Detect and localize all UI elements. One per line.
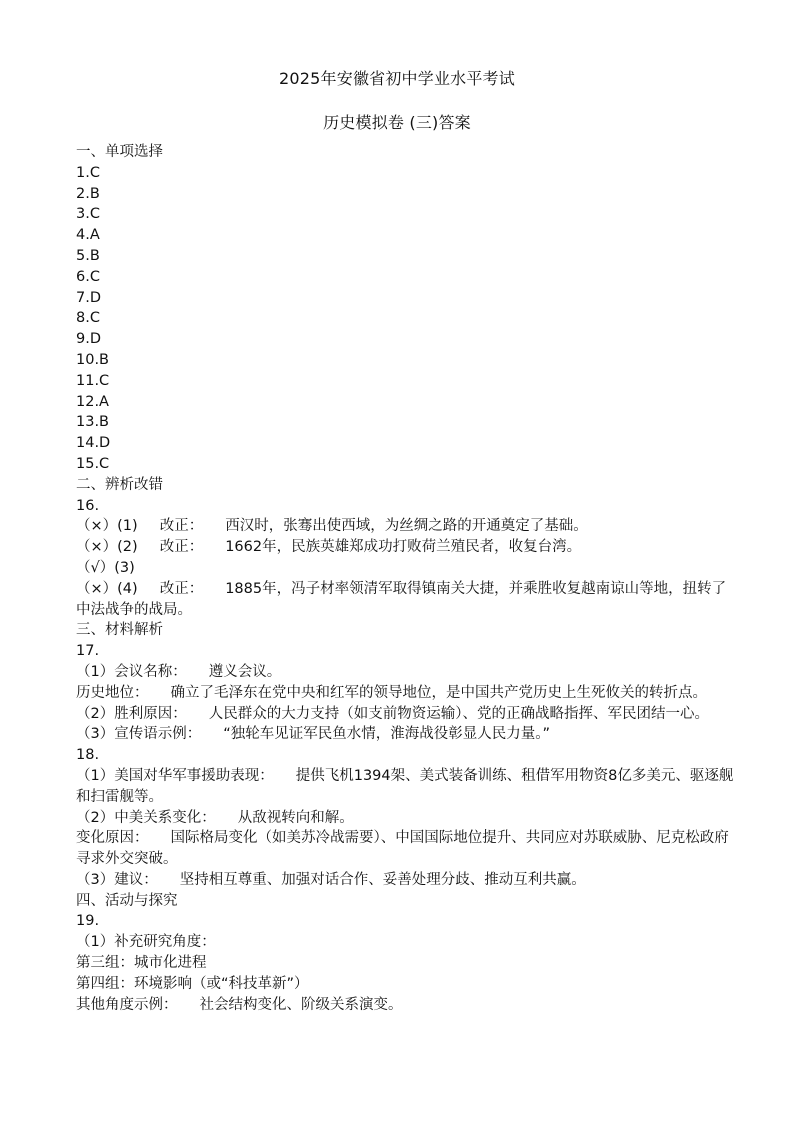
answer-paragraph: 第四组：环境影响（或“科技革新”） xyxy=(76,975,309,992)
answer-label: 变化原因： xyxy=(76,830,149,847)
correction-item xyxy=(76,537,736,558)
answer-item: 10.B xyxy=(76,351,110,368)
question-number: 18. xyxy=(76,747,100,764)
answer-label: 其他角度示例： xyxy=(76,996,178,1013)
answer-item: 9.D xyxy=(76,331,101,348)
correction-item xyxy=(76,516,736,537)
answer-text: 国际格局变化（如美苏冷战需要）、中国国际地位提升、共同应对苏联威胁、尼克松政府寻求外交突破。 xyxy=(76,830,729,868)
answer-item: 11.C xyxy=(76,372,110,389)
correction-text: 1885年，冯子材率领清军取得镇南关大捷，并乘胜收复越南谅山等地，扭转了中法战争的战局。 xyxy=(76,580,727,618)
answer-label: （1）会议名称： xyxy=(76,663,187,680)
answer-list xyxy=(76,163,736,475)
correction-label: 改正： xyxy=(159,580,204,597)
answer-body xyxy=(76,142,736,1015)
answer-text: “独轮车见证军民鱼水情，淮海战役彰显人民力量。” xyxy=(223,726,551,743)
judgement-mark: （×）(1) xyxy=(76,518,138,535)
exam-title: 2025年安徽省初中学业水平考试 xyxy=(279,69,515,88)
answer-label: （1）美国对华军事援助表现： xyxy=(76,767,274,784)
correction-label: 改正： xyxy=(159,518,204,535)
answer-text: 从敌视转向和解。 xyxy=(237,809,354,826)
answer-item: 14.D xyxy=(76,435,111,452)
answer-text: 提供飞机1394架、美式装备训练、租借军用物资8亿多美元、驱逐舰和扫雷舰等。 xyxy=(76,767,734,805)
question-number: 17. xyxy=(76,643,100,660)
judgement-mark: （×）(4) xyxy=(76,580,138,597)
correction-text: 1662年，民族英雄郑成功打败荷兰殖民者，收复台湾。 xyxy=(225,539,582,556)
answer-text: 人民群众的大力支持（如支前物资运输）、党的正确战略指挥、军民团结一心。 xyxy=(208,705,709,722)
answer-item: 15.C xyxy=(76,455,110,472)
answer-text: 确立了毛泽东在党中央和红军的领导地位，是中国共产党历史上生死攸关的转折点。 xyxy=(170,684,707,701)
answer-paragraph: 第三组：城市化进程 xyxy=(76,955,207,972)
answer-item: 6.C xyxy=(76,268,100,285)
answer-paragraph xyxy=(76,766,736,808)
answer-paragraph: （1）补充研究角度： xyxy=(76,934,216,951)
answer-item: 5.B xyxy=(76,247,100,264)
answer-paragraph xyxy=(76,995,736,1016)
answer-item: 12.A xyxy=(76,393,109,410)
answer-label: （2）胜利原因： xyxy=(76,705,187,722)
answer-paragraph xyxy=(76,662,736,683)
section-heading: 四、活动与探究 xyxy=(76,892,178,909)
answer-item: 13.B xyxy=(76,414,110,431)
correction-label: 改正： xyxy=(159,539,204,556)
answer-text: 遵义会议。 xyxy=(208,663,282,680)
section-heading: 二、辨析改错 xyxy=(76,476,163,493)
answer-paragraph xyxy=(76,683,736,704)
answer-label: （2）中美关系变化： xyxy=(76,809,216,826)
judgement-mark: （√）(3) xyxy=(76,559,135,576)
question-number: 16. xyxy=(76,497,100,514)
section-heading: 一、单项选择 xyxy=(76,144,163,160)
answer-item: 7.D xyxy=(76,289,101,306)
answer-item: 1.C xyxy=(76,164,100,181)
answer-text: 坚持相互尊重、加强对话合作、妥善处理分歧、推动互利共赢。 xyxy=(179,871,586,888)
section-heading: 三、材料解析 xyxy=(76,622,163,639)
correction-item xyxy=(76,558,736,579)
correction-item xyxy=(76,579,736,621)
answer-paragraph xyxy=(76,704,736,725)
answer-paragraph xyxy=(76,724,736,745)
answer-item: 2.B xyxy=(76,185,100,202)
correction-text: 西汉时，张骞出使西域，为丝绸之路的开通奠定了基础。 xyxy=(225,518,588,535)
answer-paragraph xyxy=(76,828,736,870)
answer-item: 8.C xyxy=(76,310,100,327)
judgement-mark: （×）(2) xyxy=(76,539,138,556)
answer-label: （3）建议： xyxy=(76,871,158,888)
exam-subtitle: 历史模拟卷 (三)答案 xyxy=(323,113,471,132)
answer-text: 社会结构变化、阶级关系演变。 xyxy=(199,996,403,1013)
answer-label: （3）宣传语示例： xyxy=(76,726,202,743)
answer-item: 3.C xyxy=(76,206,100,223)
answer-label: 历史地位： xyxy=(76,684,149,701)
question-number: 19. xyxy=(76,913,100,930)
answer-item: 4.A xyxy=(76,227,100,244)
answer-paragraph xyxy=(76,870,736,891)
answer-paragraph xyxy=(76,808,736,829)
